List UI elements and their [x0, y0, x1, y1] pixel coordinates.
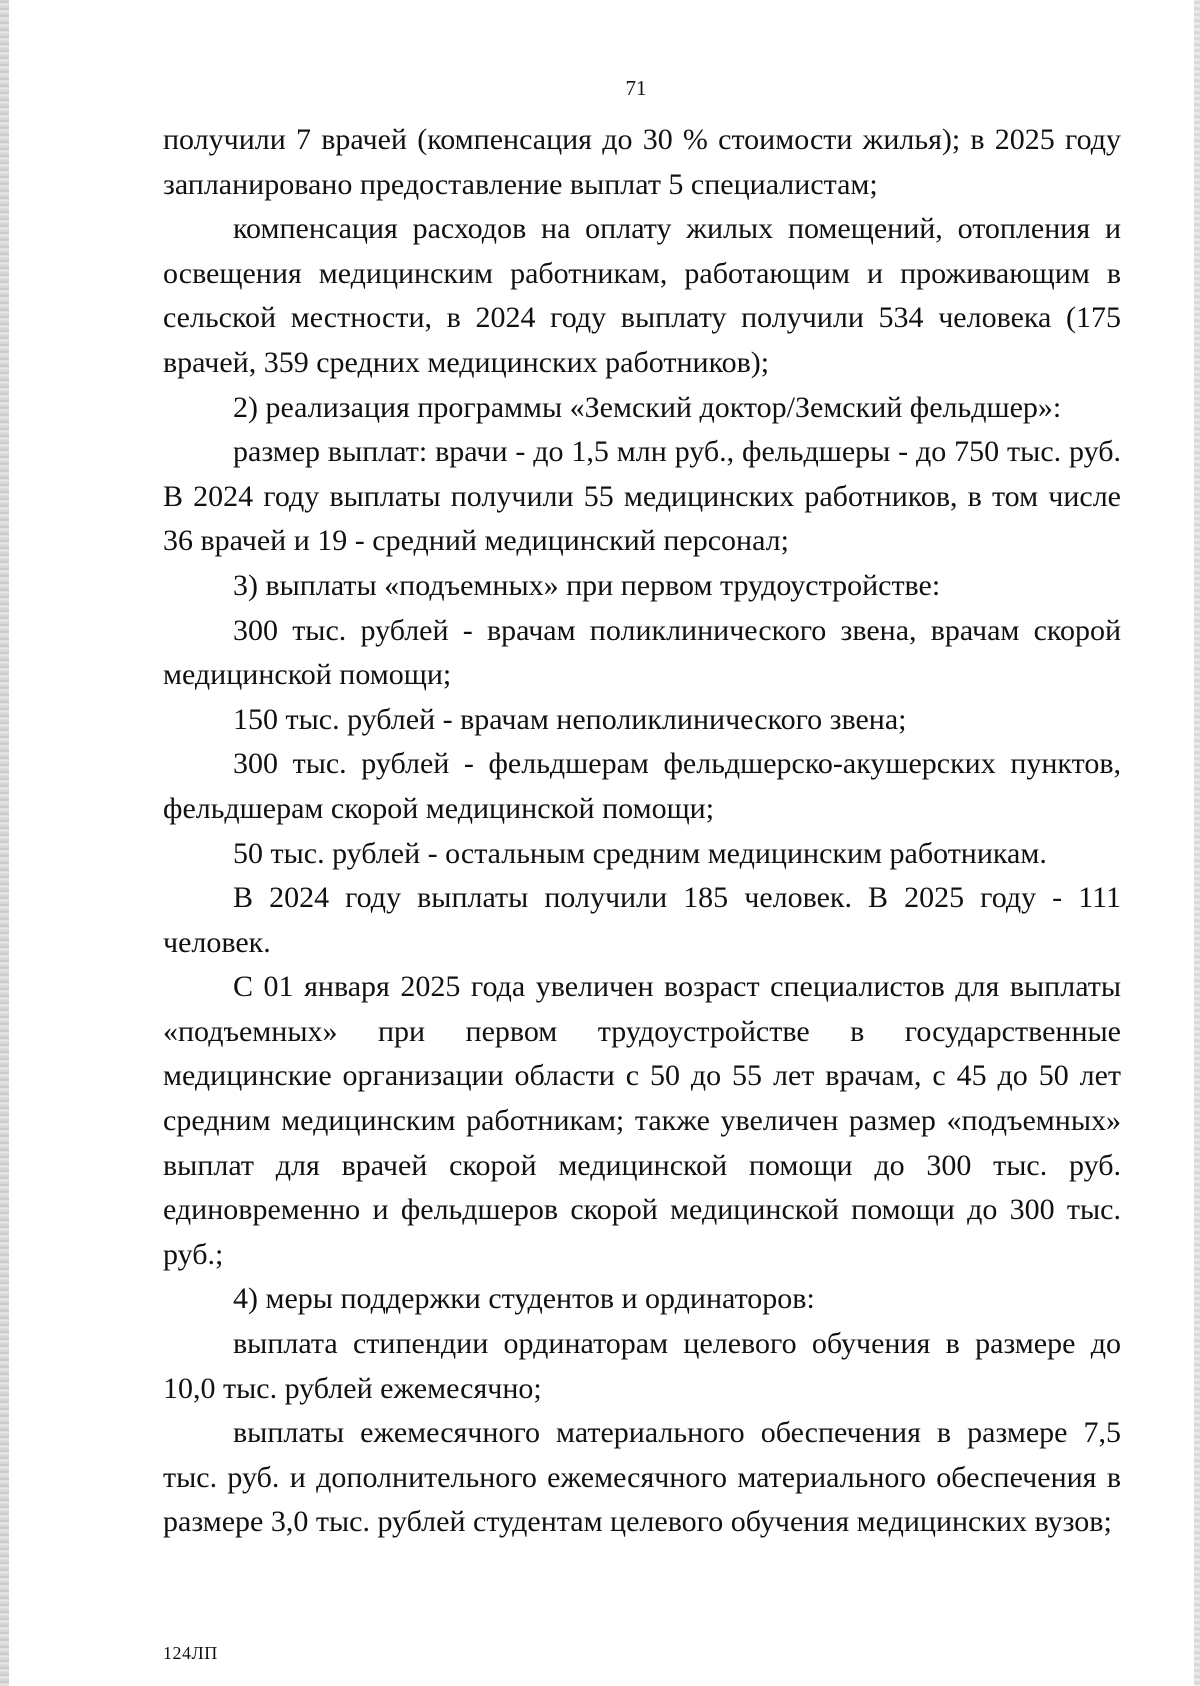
paragraph-8: 300 тыс. рублей - фельдшерам фельдшерско-акушерских пунктов, фельдшерам скорой медицинской помощи; [163, 747, 1121, 825]
paragraph-2: компенсация расходов на оплату жилых помещений, отопления и освещения медицинским работникам, работающим и проживающим в сельской местности, в 2024 году выплату получили 534 человека (175 врачей, 359 средних медицинских работников); [163, 212, 1121, 379]
paragraph-14: выплаты ежемесячного материального обеспечения в размере 7,5 тыс. руб. и дополнительного ежемесячного материального обеспечения в размере 3,0 тыс. рублей студентам целевого обучения медицинских вузов; [163, 1416, 1121, 1539]
paragraph-12: 4) меры поддержки студентов и ординаторов: [233, 1282, 815, 1316]
paragraph-10: В 2024 году выплаты получили 185 человек. В 2025 году - 111 человек. [163, 881, 1121, 959]
paragraph-11: С 01 января 2025 года увеличен возраст специалистов для выплаты «подъемных» при первом трудоустройстве в государственные медицинские организации области с 50 до 55 лет врачам, с 45 до 50 лет средним медицинским работникам; также увеличен размер «подъемных» выплат для врачей скорой медицинской помощи до 300 тыс. руб. единовременно и фельдшеров скорой медицинской помощи до 300 тыс. руб.; [163, 970, 1121, 1271]
page-number: 71 [625, 76, 647, 100]
paragraph-9: 50 тыс. рублей - остальным средним медицинским работникам. [233, 836, 1047, 870]
paragraph-13: выплата стипендии ординаторам целевого обучения в размере до 10,0 тыс. рублей ежемесячно; [163, 1327, 1121, 1405]
body-text [163, 118, 1121, 1545]
paragraph-1: получили 7 врачей (компенсация до 30 % стоимости жилья); в 2025 году запланировано предоставление выплат 5 специалистам; [163, 123, 1121, 201]
paragraph-6: 300 тыс. рублей - врачам поликлинического звена, врачам скорой медицинской помощи; [163, 613, 1121, 692]
paragraph-3: 2) реализация программы «Земский доктор/Земский фельдшер»: [233, 390, 1062, 424]
paragraph-7: 150 тыс. рублей - врачам неполиклинического звена; [233, 702, 907, 736]
footer-document-code: 124ЛП [163, 1643, 218, 1663]
paragraph-4: размер выплат: врачи - до 1,5 млн руб., фельдшеры - до 750 тыс. руб. В 2024 году выплаты получили 55 медицинских работников, в том числе 36 врачей и 19 - средний медицинский персонал; [163, 435, 1121, 558]
paragraph-5: 3) выплаты «подъемных» при первом трудоустройстве: [233, 568, 941, 602]
scan-edge-left [0, 0, 9, 1686]
scan-edge-right [1194, 0, 1200, 1686]
